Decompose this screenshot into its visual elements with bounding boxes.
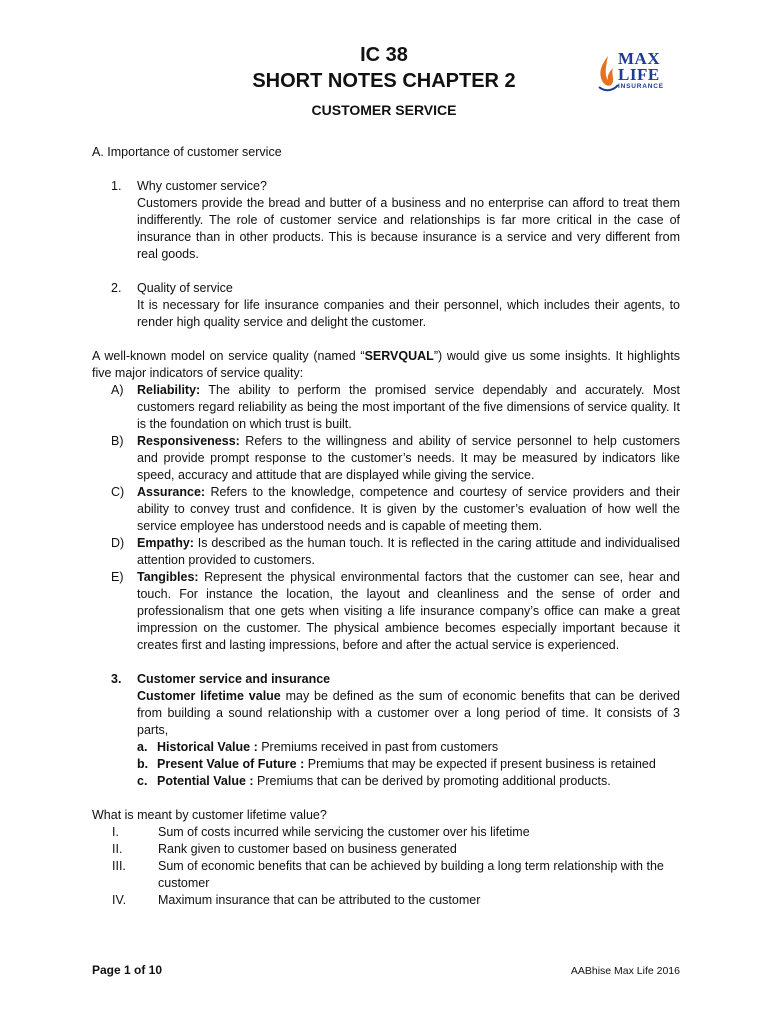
option-iv — [92, 892, 680, 909]
indicator-text: Is described as the human touch. It is reflected in the caring attitude and individualised attention provided to customers. — [137, 536, 680, 567]
page-number: Page 1 of 10 — [92, 963, 163, 977]
clv-part-present — [92, 756, 680, 773]
section-a-title — [92, 144, 680, 161]
option-mark: II. — [112, 842, 123, 856]
clv-term: Customer lifetime value — [137, 689, 281, 703]
indicator-mark: D) — [111, 536, 125, 550]
indicator-term: Responsiveness: — [137, 434, 240, 448]
part-text: Premiums received in past from customers — [257, 740, 499, 754]
item-heading: Customer service and insurance — [137, 672, 331, 686]
item-heading: Why customer service? — [137, 179, 267, 193]
logo-line-life: LIFE — [618, 65, 660, 84]
logo-line-max: MAX — [618, 49, 661, 68]
option-i — [92, 824, 680, 841]
indicator-term: Reliability: — [137, 383, 201, 397]
option-text: Sum of costs incurred while servicing the customer over his lifetime — [158, 825, 530, 839]
clv-part-potential — [92, 773, 680, 790]
footer-credit: AABhise Max Life 2016 — [570, 965, 680, 977]
indicator-term: Empathy: — [137, 536, 194, 550]
part-term: Historical Value : — [157, 740, 258, 754]
indicator-reliability — [92, 382, 680, 433]
logo-wordmark — [618, 51, 664, 91]
part-term: Present Value of Future : — [157, 757, 305, 771]
intro-text: A well-known model on service quality (named “ — [92, 349, 365, 363]
option-mark: I. — [112, 825, 119, 839]
page-footer — [92, 962, 680, 978]
indicator-text: Refers to the knowledge, competence and courtesy of service providers and their ability to convey trust and confidence. It is given by the customer’s evaluation of how well the service employee has understood needs and is capable of meeting them. — [137, 485, 680, 533]
flame-icon — [597, 54, 619, 94]
max-life-logo — [597, 50, 679, 100]
part-term: Potential Value : — [157, 774, 254, 788]
indicator-assurance — [92, 484, 680, 535]
intro-text: ”) would give us some insights. It highlights five major indicators of service quality: — [92, 349, 680, 380]
list-item-2 — [92, 280, 680, 331]
page-subtitle: CUSTOMER SERVICE — [311, 102, 457, 118]
part-mark: b. — [137, 757, 149, 771]
indicator-empathy — [92, 535, 680, 569]
item-heading: Quality of service — [137, 281, 233, 295]
item-number: 2. — [111, 281, 122, 295]
part-text: Premiums that can be derived by promoting additional products. — [253, 774, 611, 788]
indicator-text: The ability to perform the promised service dependably and accurately. Most customers regard reliability as being the most important of the five dimensions of service quality. It is the foundation on which trust is built. — [137, 383, 680, 431]
item-body: Customers provide the bread and butter of a business and no enterprise can afford to treat them indifferently. The role of customer service and relationships is far more critical in the case of insurance than in other products. This is because insurance is a service and very different from real goods. — [137, 196, 680, 261]
option-text: Rank given to customer based on business generated — [158, 842, 457, 856]
course-code: IC 38 — [360, 44, 408, 66]
item-number: 1. — [111, 179, 122, 193]
part-text: Premiums that may be expected if present business is retained — [304, 757, 656, 771]
main-content — [92, 144, 680, 909]
part-mark: c. — [137, 774, 148, 788]
part-mark: a. — [137, 740, 148, 754]
option-ii — [92, 841, 680, 858]
indicator-text: Represent the physical environmental factors that the customer can see, hear and touch. For instance the location, the layout and cleanliness and the sense of order and professionalism that one gets when visiting a life insurance company’s office can make a great impression on the customer. The physical ambience becomes especially important because it creates first and lasting impressions, before and after the actual service is experienced. — [137, 570, 680, 652]
page-title: SHORT NOTES CHAPTER 2 — [252, 70, 516, 92]
servqual-term: SERVQUAL — [364, 349, 434, 363]
item-body: It is necessary for life insurance companies and their personnel, which includes their agents, to render high quality service and delight the customer. — [137, 298, 680, 329]
list-item-1 — [92, 178, 680, 263]
option-iii — [92, 858, 680, 892]
option-text: Maximum insurance that can be attributed to the customer — [158, 893, 481, 907]
indicator-term: Tangibles: — [137, 570, 199, 584]
option-text: Sum of economic benefits that can be achieved by building a long term relationship with the customer — [158, 859, 664, 890]
indicator-mark: C) — [111, 485, 125, 499]
indicator-tangibles — [92, 569, 680, 654]
section-heading: A. Importance of customer service — [92, 145, 282, 159]
indicator-mark: E) — [111, 570, 124, 584]
indicator-responsiveness — [92, 433, 680, 484]
servqual-intro — [92, 348, 680, 382]
indicator-mark: B) — [111, 434, 124, 448]
question-text: What is meant by customer lifetime value? — [92, 808, 327, 822]
indicator-term: Assurance: — [137, 485, 206, 499]
indicator-text: Refers to the willingness and ability of service personnel to help customers and provide prompt response to the customer’s needs. It may be measured by indicators like speed, accuracy and attitude that are displayed while giving the service. — [137, 434, 680, 482]
list-item-3 — [92, 671, 680, 790]
item-body: may be defined as the sum of economic benefits that can be derived from building a sound relationship with a customer over a long period of time. It consists of 3 parts, — [137, 689, 680, 737]
option-mark: III. — [112, 859, 126, 873]
logo-line-insurance: INSURANCE — [618, 83, 664, 90]
item-number: 3. — [111, 672, 122, 686]
clv-part-historical — [92, 739, 680, 756]
indicator-mark: A) — [111, 383, 124, 397]
option-mark: IV. — [112, 893, 127, 907]
